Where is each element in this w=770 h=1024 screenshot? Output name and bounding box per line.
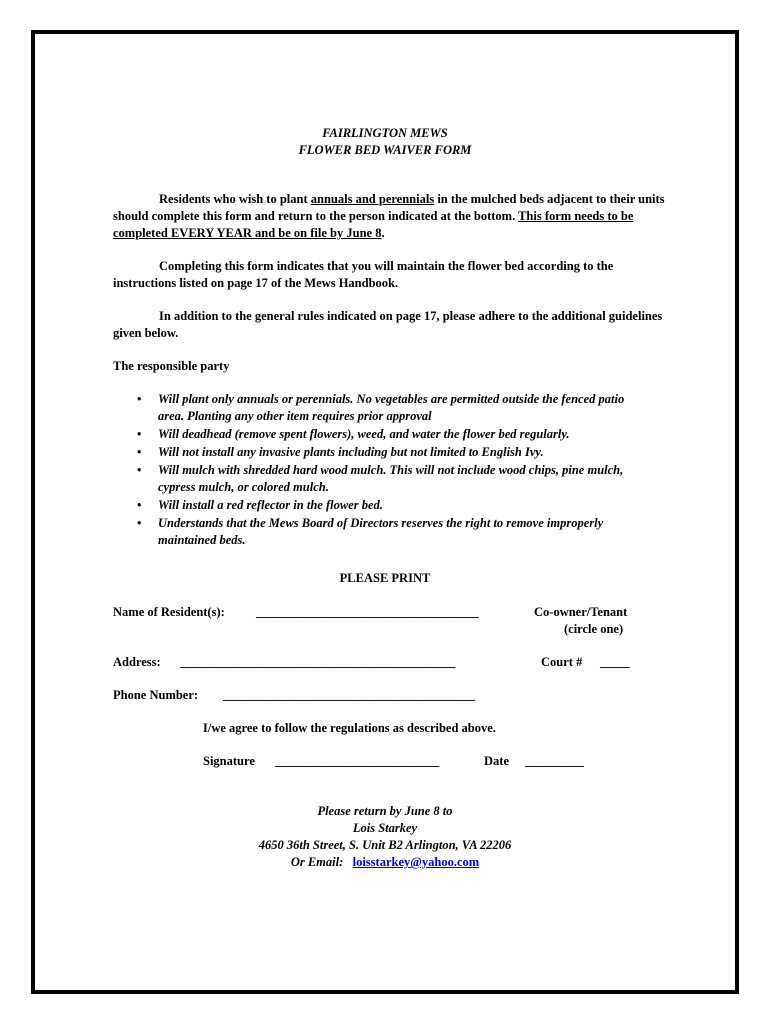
rule-text: Will plant only annuals or perennials. No vegetables are permitted outside the fenced patio area. Planting any other item requires prior approval: [158, 392, 625, 423]
phone-label: Phone Number:: [113, 688, 199, 702]
bullet-icon: •: [137, 516, 142, 530]
bullet-icon: •: [137, 463, 142, 477]
rule-text: Will mulch with shredded hard wood mulch. This will not include wood chips, pine mulch, cypress mulch, or colored mulch.: [158, 463, 624, 494]
rule-text: Will install a red reflector in the flower bed.: [158, 498, 383, 512]
address-field[interactable]: _______________________________________________: [180, 655, 455, 669]
list-item: [113, 391, 653, 425]
name-field[interactable]: ______________________________________: [256, 605, 479, 619]
list-item: [113, 444, 653, 461]
intro-text-1: Residents who wish to plant: [159, 192, 311, 206]
court-label: Court #: [541, 655, 583, 669]
date-field[interactable]: __________: [525, 754, 584, 768]
return-email-line: [0, 854, 770, 871]
agreement-text: I/we agree to follow the regulations as described above.: [203, 721, 496, 735]
please-print-heading: PLEASE PRINT: [339, 571, 431, 585]
address-label: Address:: [113, 655, 161, 669]
signature-field[interactable]: ____________________________: [275, 754, 439, 768]
date-label: Date: [484, 754, 509, 768]
handbook-text: Completing this form indicates that you will maintain the flower bed according to the instructions listed on page 17 of the Mews Handbook.: [113, 259, 614, 290]
coowner-tenant-option[interactable]: Co-owner/Tenant: [534, 605, 628, 619]
return-recipient: Lois Starkey: [352, 821, 418, 835]
list-item: [113, 426, 653, 443]
list-item: [113, 497, 653, 514]
guidelines-text: In addition to the general rules indicated on page 17, please adhere to the additional guidelines given below.: [113, 309, 663, 340]
bullet-icon: •: [137, 498, 142, 512]
deadline-notice: This form needs to be completed EVERY YEAR and be on file by June 8: [113, 209, 634, 240]
rule-text: Understands that the Mews Board of Directors reserves the right to remove improperly maintained beds.: [158, 516, 604, 547]
email-label: Or Email:: [290, 855, 344, 869]
rule-text: Will deadhead (remove spent flowers), weed, and water the flower bed regularly.: [158, 427, 570, 441]
court-field[interactable]: _____: [600, 655, 630, 669]
intro-text-2: in the mulched beds adjacent to their units should complete this form and return to the person indicated at the bottom.: [113, 192, 665, 223]
form-title: [0, 125, 770, 159]
title-line-2: FLOWER BED WAIVER FORM: [298, 143, 472, 157]
intro-end: .: [381, 226, 385, 240]
bullet-icon: •: [137, 427, 142, 441]
title-line-1: FAIRLINGTON MEWS: [322, 126, 448, 140]
intro-underlined-text: annuals and perennials: [310, 192, 435, 206]
bullet-icon: •: [137, 392, 142, 406]
return-address: 4650 36th Street, S. Unit B2 Arlington, VA 22206: [258, 838, 512, 852]
list-item: [113, 515, 653, 549]
email-link[interactable]: loisstarkey@yahoo.com: [352, 855, 480, 869]
list-item: [113, 462, 653, 496]
return-info: [0, 803, 770, 871]
phone-field[interactable]: ___________________________________________: [223, 688, 475, 702]
name-label: Name of Resident(s):: [113, 605, 225, 619]
rule-text: Will not install any invasive plants including but not limited to English Ivy.: [158, 445, 544, 459]
intro-paragraph: [113, 191, 673, 242]
circle-one-note: (circle one): [564, 622, 624, 636]
handbook-paragraph: [113, 258, 673, 292]
guidelines-paragraph: [113, 308, 673, 342]
bullet-icon: •: [137, 445, 142, 459]
rules-list: [113, 391, 653, 550]
signature-label: Signature: [203, 754, 255, 768]
return-deadline: Please return by June 8 to: [317, 804, 453, 818]
responsible-party-heading: The responsible party: [113, 359, 230, 373]
